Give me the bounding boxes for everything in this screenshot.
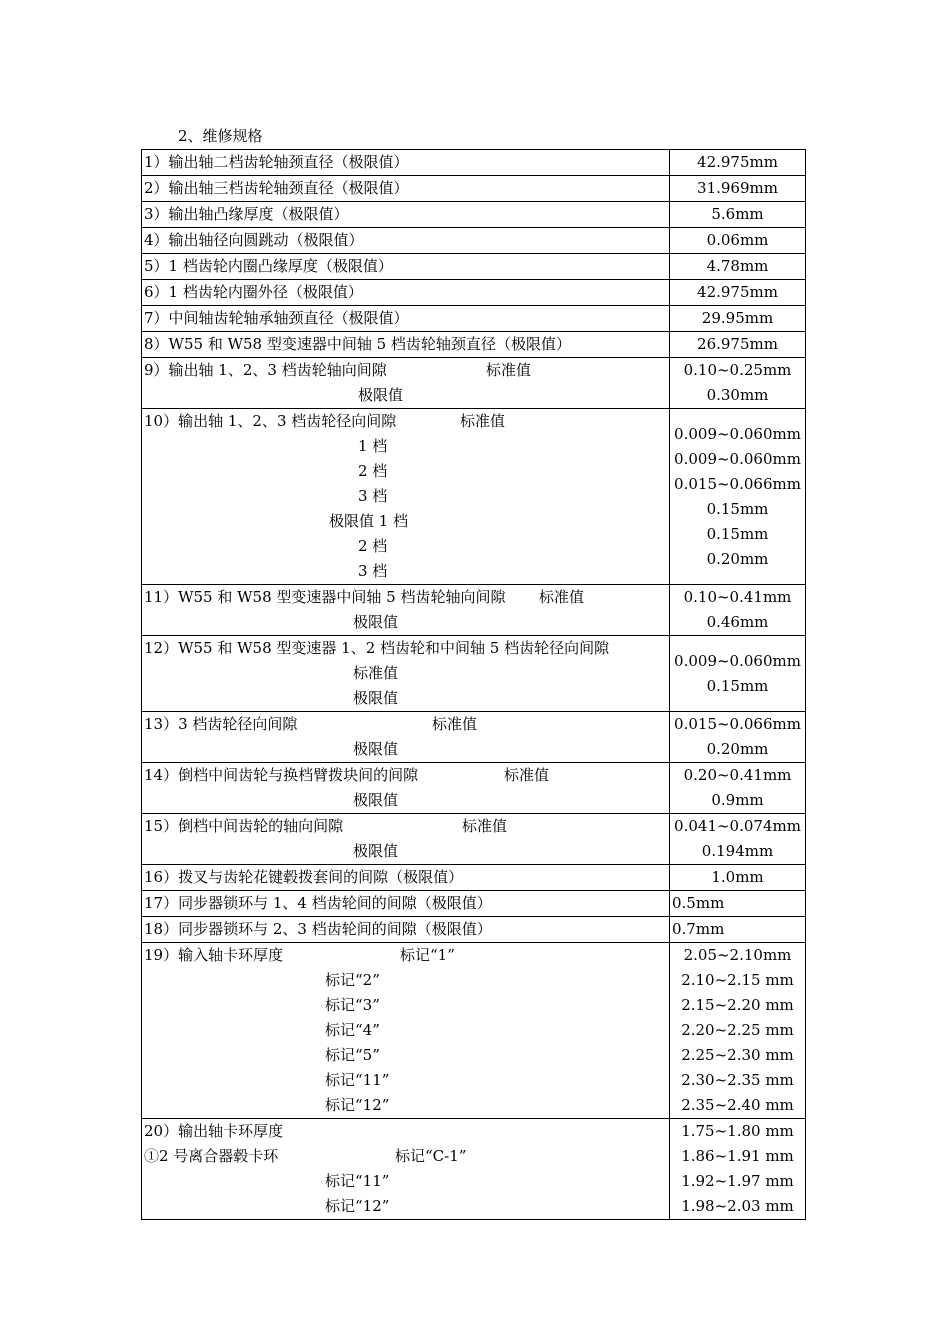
spec-value: 0.15mm bbox=[706, 524, 769, 543]
table-row bbox=[142, 150, 806, 176]
spec-label: 14）倒档中间齿轮与换档臂拨块间的间隙 bbox=[144, 766, 419, 784]
standard-label: 标准值 bbox=[486, 361, 532, 379]
spec-label: 16）拨叉与齿轮花键毂拨套间的间隙（极限值） bbox=[144, 868, 464, 886]
spec-value: 42.975mm bbox=[697, 283, 778, 301]
limit-label: 极限值 bbox=[358, 386, 404, 404]
spec-value: 1.75~1.80 mm bbox=[681, 1122, 794, 1140]
spec-label: 17）同步器锁环与 1、4 档齿轮间的间隙（极限值） bbox=[144, 894, 492, 912]
spec-value: 1.86~1.91 mm bbox=[681, 1147, 794, 1165]
mark-label: 标记“11” bbox=[325, 1172, 390, 1190]
standard-label: 标准值 bbox=[432, 715, 478, 733]
spec-label: 15）倒档中间齿轮的轴向间隙 bbox=[144, 817, 344, 835]
spec-label: 19）输入轴卡环厚度 bbox=[144, 946, 284, 964]
spec-table bbox=[141, 149, 806, 1220]
spec-value: 2.30~2.35 mm bbox=[681, 1071, 794, 1089]
limit-value: 0.15mm bbox=[706, 676, 769, 695]
table-row bbox=[142, 712, 806, 763]
spec-label: 2）输出轴三档齿轮轴颈直径（极限值） bbox=[144, 179, 409, 197]
spec-value: 2.15~2.20 mm bbox=[681, 996, 794, 1014]
gear-label: 1 档 bbox=[358, 437, 388, 455]
spec-value: 2.25~2.30 mm bbox=[681, 1046, 794, 1064]
table-row bbox=[142, 332, 806, 358]
spec-value: 2.10~2.15 mm bbox=[681, 971, 794, 989]
standard-label: 标准值 bbox=[460, 412, 506, 430]
table-row bbox=[142, 306, 806, 332]
limit-label: 极限值 bbox=[353, 842, 399, 860]
spec-value: 2.20~2.25 mm bbox=[681, 1021, 794, 1039]
spec-value: 29.95mm bbox=[701, 309, 774, 327]
table-row bbox=[142, 865, 806, 891]
mark-label: 标记“11” bbox=[325, 1071, 390, 1089]
section-heading: 2、维修规格 bbox=[178, 127, 263, 145]
spec-value: 2.05~2.10mm bbox=[683, 946, 792, 964]
spec-value: 1.98~2.03 mm bbox=[681, 1197, 794, 1215]
mark-label: 标记“12” bbox=[325, 1197, 390, 1215]
spec-value: 1.92~1.97 mm bbox=[681, 1172, 794, 1190]
spec-value: 4.78mm bbox=[706, 257, 769, 275]
spec-value: 5.6mm bbox=[711, 205, 764, 223]
spec-label: 1）输出轴二档齿轮轴颈直径（极限值） bbox=[144, 153, 409, 171]
spec-label: 12）W55 和 W58 型变速器 1、2 档齿轮和中间轴 5 档齿轮径向间隙 bbox=[144, 639, 610, 657]
gear-label: 3 档 bbox=[358, 487, 388, 505]
table-row bbox=[142, 917, 806, 943]
spec-label: 4）输出轴径向圆跳动（极限值） bbox=[144, 231, 364, 249]
spec-label: 10）输出轴 1、2、3 档齿轮径向间隙 bbox=[144, 412, 397, 430]
spec-value: 0.7mm bbox=[672, 920, 725, 938]
table-row bbox=[142, 202, 806, 228]
standard-value: 0.20~0.41mm bbox=[683, 766, 792, 784]
spec-value: 42.975mm bbox=[697, 153, 778, 171]
gear-label: 2 档 bbox=[358, 462, 388, 480]
spec-value: 2.35~2.40 mm bbox=[681, 1096, 794, 1114]
spec-value: 0.009~0.060mm bbox=[674, 449, 801, 468]
table-row bbox=[142, 814, 806, 865]
mark-label: 标记“2” bbox=[325, 971, 380, 989]
limit-value: 0.30mm bbox=[706, 386, 769, 404]
mark-label: 标记“12” bbox=[325, 1096, 390, 1114]
spec-value: 0.06mm bbox=[706, 231, 769, 249]
table-row bbox=[142, 943, 806, 1119]
mark-label: 标记“1” bbox=[400, 946, 455, 964]
limit-label: 极限值 bbox=[353, 689, 399, 707]
spec-label: 7）中间轴齿轮轴承轴颈直径（极限值） bbox=[144, 309, 409, 327]
table-row bbox=[142, 228, 806, 254]
spec-value: 0.5mm bbox=[672, 894, 725, 912]
table-row bbox=[142, 891, 806, 917]
standard-label: 标准值 bbox=[353, 664, 399, 682]
table-row bbox=[142, 358, 806, 409]
standard-label: 标准值 bbox=[462, 817, 508, 835]
limit-label: 极限值 1 档 bbox=[329, 512, 409, 530]
spec-label: 5）1 档齿轮内圈凸缘厚度（极限值） bbox=[144, 257, 393, 275]
spec-label: 6）1 档齿轮内圈外径（极限值） bbox=[144, 283, 363, 301]
spec-value: 0.20mm bbox=[706, 549, 769, 568]
mark-label: 标记“4” bbox=[325, 1021, 380, 1039]
spec-value: 0.015~0.066mm bbox=[674, 474, 801, 493]
gear-label: 3 档 bbox=[358, 562, 388, 580]
gear-label: 2 档 bbox=[358, 537, 388, 555]
limit-label: 极限值 bbox=[353, 740, 399, 758]
mark-label: 标记“C-1” bbox=[395, 1147, 467, 1165]
table-row bbox=[142, 636, 806, 712]
spec-label: 18）同步器锁环与 2、3 档齿轮间的间隙（极限值） bbox=[144, 920, 492, 938]
spec-label: 8）W55 和 W58 型变速器中间轴 5 档齿轮轴颈直径（极限值） bbox=[144, 335, 571, 353]
mark-label: 标记“3” bbox=[325, 996, 380, 1014]
standard-value: 0.041~0.074mm bbox=[674, 817, 801, 835]
spec-label: 9）输出轴 1、2、3 档齿轮轴向间隙 bbox=[144, 361, 387, 379]
table-row bbox=[142, 176, 806, 202]
table-row bbox=[142, 1119, 806, 1220]
table-row bbox=[142, 409, 806, 585]
spec-value: 0.15mm bbox=[706, 499, 769, 518]
spec-value: 0.009~0.060mm bbox=[674, 424, 801, 443]
spec-label: 11）W55 和 W58 型变速器中间轴 5 档齿轮轴向间隙 bbox=[144, 588, 506, 606]
standard-label: 标准值 bbox=[539, 588, 585, 606]
limit-value: 0.9mm bbox=[711, 791, 764, 809]
mark-label: 标记“5” bbox=[325, 1046, 380, 1064]
table-row bbox=[142, 254, 806, 280]
limit-value: 0.194mm bbox=[701, 842, 774, 860]
table-row bbox=[142, 763, 806, 814]
spec-label: 3）输出轴凸缘厚度（极限值） bbox=[144, 205, 349, 223]
standard-value: 0.10~0.41mm bbox=[683, 588, 792, 606]
spec-value: 31.969mm bbox=[697, 179, 778, 197]
table-row bbox=[142, 280, 806, 306]
standard-value: 0.015~0.066mm bbox=[674, 715, 801, 733]
spec-value: 1.0mm bbox=[711, 868, 764, 886]
standard-label: 标准值 bbox=[504, 766, 550, 784]
limit-label: 极限值 bbox=[353, 613, 399, 631]
limit-value: 0.46mm bbox=[706, 613, 769, 631]
standard-value: 0.10~0.25mm bbox=[683, 361, 792, 379]
limit-label: 极限值 bbox=[353, 791, 399, 809]
limit-value: 0.20mm bbox=[706, 740, 769, 758]
sub-label: ①2 号离合器毂卡环 bbox=[144, 1147, 279, 1165]
standard-value: 0.009~0.060mm bbox=[674, 651, 801, 670]
spec-label: 20）输出轴卡环厚度 bbox=[144, 1122, 284, 1140]
spec-value: 26.975mm bbox=[697, 335, 778, 353]
spec-label: 13）3 档齿轮径向间隙 bbox=[144, 715, 298, 733]
table-row bbox=[142, 585, 806, 636]
